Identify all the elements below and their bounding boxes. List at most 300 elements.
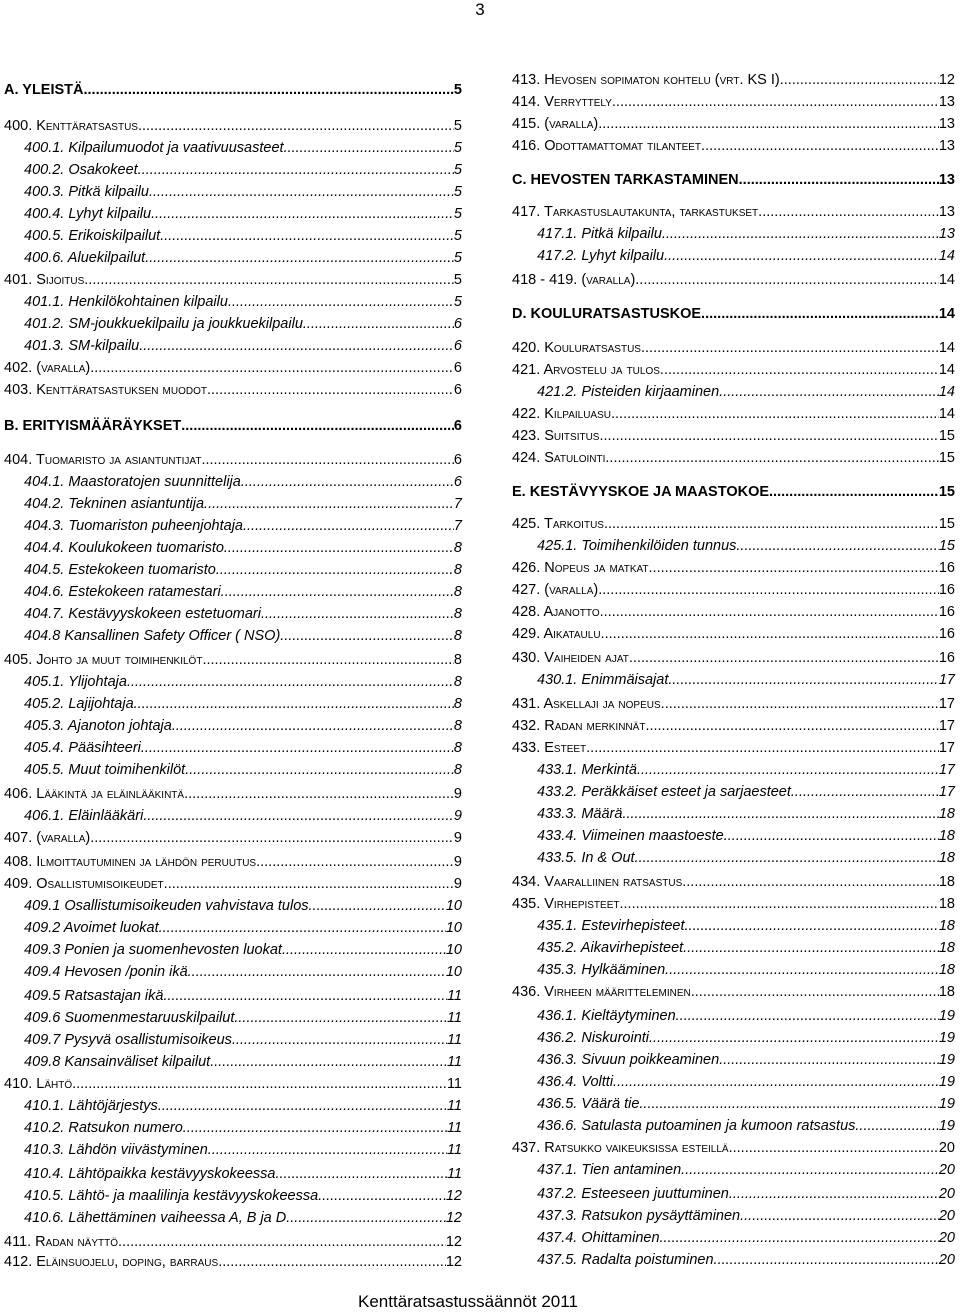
toc-entry[interactable]: [24, 806, 462, 826]
toc-dot-leader: [188, 962, 446, 982]
toc-dot-leader: [138, 160, 454, 180]
toc-entry-title: 404.2. Tekninen asiantuntija: [24, 496, 205, 512]
toc-entry[interactable]: [512, 404, 955, 424]
toc-entry-title: 417.1. Pitkä kilpailu: [537, 226, 662, 242]
toc-entry-page: 20: [938, 1252, 955, 1268]
toc-entry[interactable]: [24, 1186, 462, 1206]
toc-entry[interactable]: [512, 114, 955, 134]
toc-entry-title: 433.2. Peräkkäiset esteet ja sarjaesteet: [537, 784, 791, 800]
toc-entry[interactable]: [537, 1228, 955, 1248]
toc-entry-page: 10: [445, 942, 462, 958]
toc-entry[interactable]: [24, 672, 462, 692]
toc-entry[interactable]: [512, 426, 955, 446]
toc-entry-page: 15: [938, 516, 955, 532]
toc-entry[interactable]: [24, 204, 462, 224]
toc-entry-title: 433.4. Viimeinen maastoeste: [537, 828, 724, 844]
toc-entry[interactable]: [512, 648, 955, 668]
toc-entry-title: 421.2. Pisteiden kirjaaminen: [537, 384, 720, 400]
toc-entry[interactable]: [4, 270, 462, 290]
toc-entry[interactable]: [4, 416, 462, 436]
toc-entry[interactable]: [24, 582, 462, 602]
toc-dot-leader: [719, 382, 939, 402]
toc-entry[interactable]: [4, 80, 462, 100]
toc-entry-page: 17: [938, 784, 955, 800]
toc-dot-leader: [280, 626, 454, 646]
toc-entry[interactable]: [24, 226, 462, 246]
toc-entry[interactable]: [512, 448, 955, 468]
toc-entry[interactable]: [512, 270, 955, 290]
toc-entry[interactable]: [512, 1138, 955, 1158]
toc-dot-leader: [665, 960, 939, 980]
toc-dot-leader: [681, 1160, 939, 1180]
toc-entry-title: 437.2. Esteeseen juuttuminen: [537, 1186, 729, 1202]
toc-entry-page: 6: [453, 360, 462, 376]
toc-dot-leader: [72, 1074, 447, 1094]
toc-entry-title: 421. Arvostelu ja tulos: [512, 362, 660, 378]
toc-entry-title: 433. Esteet: [512, 740, 587, 756]
toc-entry-page: 8: [453, 562, 462, 578]
toc-entry[interactable]: [24, 918, 462, 938]
toc-entry[interactable]: [537, 1094, 955, 1114]
toc-entry[interactable]: [24, 138, 462, 158]
toc-dot-leader: [855, 1116, 938, 1136]
toc-entry-page: 8: [453, 718, 462, 734]
toc-entry-page: 8: [453, 628, 462, 644]
toc-entry-title: 409.4 Hevosen /ponin ikä: [24, 964, 188, 980]
toc-entry[interactable]: [24, 494, 462, 514]
toc-entry-title: 409.8 Kansainväliset kilpailut: [24, 1054, 211, 1070]
toc-entry-title: 405. Johto ja muut toimihenkilöt: [4, 652, 203, 668]
toc-dot-leader: [600, 602, 939, 622]
toc-entry-title: 436.3. Sivuun poikkeaminen: [537, 1052, 720, 1068]
toc-entry-title: C. HEVOSTEN TARKASTAMINEN: [512, 172, 739, 188]
toc-entry[interactable]: [24, 1140, 462, 1160]
toc-dot-leader: [202, 650, 453, 670]
toc-entry[interactable]: [537, 1250, 955, 1270]
toc-entry-page: 13: [938, 116, 955, 132]
toc-entry[interactable]: [4, 116, 462, 136]
toc-entry-page: 5: [453, 82, 462, 98]
toc-entry[interactable]: [512, 738, 955, 758]
toc-entry-page: 20: [938, 1186, 955, 1202]
toc-entry[interactable]: [512, 694, 955, 714]
toc-entry[interactable]: [24, 516, 462, 536]
toc-dot-leader: [207, 380, 454, 400]
toc-entry-page: 15: [938, 484, 955, 500]
toc-entry[interactable]: [24, 472, 462, 492]
toc-entry-title: 401.2. SM-joukkuekilpailu ja joukkuekilpailu: [24, 316, 303, 332]
toc-entry-page: 11: [446, 1032, 462, 1048]
toc-dot-leader: [224, 538, 454, 558]
toc-entry-page: 19: [938, 1074, 955, 1090]
toc-entry-title: 422. Kilpailuasu: [512, 406, 611, 422]
toc-entry[interactable]: [537, 1160, 955, 1180]
toc-dot-leader: [645, 716, 938, 736]
toc-entry[interactable]: [537, 536, 955, 556]
toc-dot-leader: [683, 938, 939, 958]
toc-entry-title: 408. Ilmoittautuminen ja lähdön peruutus: [4, 854, 257, 870]
toc-entry-page: 10: [445, 898, 462, 914]
toc-entry[interactable]: [537, 1116, 955, 1136]
toc-entry[interactable]: [24, 538, 462, 558]
toc-dot-leader: [228, 292, 454, 312]
toc-entry[interactable]: [24, 1164, 462, 1184]
toc-entry-title: 437.1. Tien antaminen: [537, 1162, 682, 1178]
toc-entry-page: 11: [446, 1120, 462, 1136]
toc-dot-leader: [143, 806, 454, 826]
toc-entry[interactable]: [537, 826, 955, 846]
toc-dot-leader: [629, 648, 939, 668]
toc-entry-page: 8: [453, 674, 462, 690]
toc-entry-title: 433.1. Merkintä: [537, 762, 637, 778]
toc-entry-page: 18: [938, 940, 955, 956]
toc-entry[interactable]: [24, 1118, 462, 1138]
toc-entry[interactable]: [512, 338, 955, 358]
toc-entry[interactable]: [512, 982, 955, 1002]
toc-entry-page: 18: [938, 806, 955, 822]
toc-dot-leader: [769, 482, 939, 502]
toc-entry[interactable]: [537, 670, 955, 690]
toc-entry-page: 19: [938, 1052, 955, 1068]
toc-entry[interactable]: [4, 1232, 462, 1252]
toc-entry[interactable]: [24, 1096, 462, 1116]
toc-entry-page: 5: [453, 162, 462, 178]
toc-entry-title: 435.3. Hylkääminen: [537, 962, 666, 978]
toc-entry-page: 20: [938, 1230, 955, 1246]
toc-dot-leader: [275, 1164, 446, 1184]
toc-dot-leader: [682, 872, 939, 892]
toc-dot-leader: [232, 1030, 447, 1050]
toc-dot-leader: [664, 246, 939, 266]
toc-entry-page: 11: [446, 1054, 462, 1070]
toc-dot-leader: [729, 1184, 939, 1204]
toc-dot-leader: [141, 738, 454, 758]
toc-entry[interactable]: [537, 960, 955, 980]
toc-dot-leader: [637, 760, 939, 780]
toc-entry[interactable]: [537, 246, 955, 266]
toc-entry-page: 13: [938, 226, 955, 242]
toc-entry[interactable]: [537, 1006, 955, 1026]
toc-entry[interactable]: [537, 848, 955, 868]
toc-entry-page: 19: [938, 1096, 955, 1112]
toc-entry[interactable]: [24, 1030, 462, 1050]
toc-dot-leader: [286, 1208, 446, 1228]
toc-entry[interactable]: [24, 248, 462, 268]
toc-entry[interactable]: [537, 1028, 955, 1048]
toc-dot-leader: [780, 70, 939, 90]
toc-entry-page: 7: [453, 496, 462, 512]
toc-entry-page: 16: [938, 650, 955, 666]
toc-entry[interactable]: [4, 852, 462, 872]
toc-entry[interactable]: [24, 1052, 462, 1072]
toc-entry-title: A. YLEISTÄ: [4, 82, 84, 98]
toc-entry[interactable]: [537, 760, 955, 780]
toc-dot-leader: [662, 224, 939, 244]
toc-entry[interactable]: [512, 170, 955, 190]
toc-entry[interactable]: [537, 1072, 955, 1092]
toc-entry-page: 15: [938, 450, 955, 466]
toc-entry[interactable]: [24, 760, 462, 780]
toc-entry-title: 400.2. Osakokeet: [24, 162, 138, 178]
toc-entry[interactable]: [24, 986, 462, 1006]
toc-dot-leader: [241, 472, 454, 492]
toc-entry-page: 5: [453, 184, 462, 200]
toc-entry[interactable]: [512, 360, 955, 380]
toc-entry-title: 410.5. Lähtö- ja maalilinja kestävyyskokeessa: [24, 1188, 319, 1204]
toc-entry[interactable]: [512, 136, 955, 156]
toc-entry[interactable]: [537, 382, 955, 402]
toc-dot-leader: [586, 738, 939, 758]
toc-entry[interactable]: [4, 828, 462, 848]
toc-entry[interactable]: [24, 738, 462, 758]
toc-entry-title: 413. Hevosen sopimaton kohtelu (vrt. KS I): [512, 72, 780, 88]
toc-entry-page: 6: [453, 418, 462, 434]
toc-entry-title: 410.3. Lähdön viivästyminen: [24, 1142, 208, 1158]
toc-dot-leader: [719, 1050, 939, 1070]
toc-entry-page: 17: [938, 762, 955, 778]
toc-dot-leader: [90, 828, 454, 848]
toc-entry-title: 403. Kenttäratsastuksen muodot: [4, 382, 207, 398]
toc-dot-leader: [84, 80, 454, 100]
toc-entry-title: 406. Lääkintä ja eläinlääkintä: [4, 786, 185, 802]
toc-entry[interactable]: [24, 940, 462, 960]
toc-entry[interactable]: [537, 1206, 955, 1226]
toc-entry-page: 18: [938, 896, 955, 912]
toc-dot-leader: [210, 1052, 447, 1072]
toc-entry[interactable]: [512, 624, 955, 644]
toc-entry-page: 16: [938, 560, 955, 576]
toc-entry[interactable]: [512, 558, 955, 578]
toc-entry[interactable]: [4, 358, 462, 378]
toc-entry-title: 404. Tuomaristo ja asiantuntijat: [4, 452, 202, 468]
toc-dot-leader: [660, 1228, 939, 1248]
toc-dot-leader: [639, 1094, 938, 1114]
toc-entry-title: 401. Sijoitus: [4, 272, 85, 288]
toc-entry-page: 8: [453, 652, 462, 668]
toc-entry-title: 436.4. Voltti: [537, 1074, 614, 1090]
toc-entry[interactable]: [24, 1008, 462, 1028]
toc-entry[interactable]: [4, 650, 462, 670]
toc-entry[interactable]: [512, 202, 955, 222]
toc-entry[interactable]: [4, 874, 462, 894]
toc-entry[interactable]: [537, 938, 955, 958]
toc-entry-page: 14: [938, 248, 955, 264]
toc-entry[interactable]: [4, 1252, 462, 1272]
toc-dot-leader: [303, 314, 454, 334]
toc-entry-page: 17: [938, 740, 955, 756]
toc-entry-page: 14: [938, 340, 955, 356]
toc-entry[interactable]: [537, 1184, 955, 1204]
toc-entry[interactable]: [4, 784, 462, 804]
toc-entry-title: 409.7 Pysyvä osallistumisoikeus: [24, 1032, 232, 1048]
toc-entry[interactable]: [512, 716, 955, 736]
toc-dot-leader: [791, 782, 939, 802]
toc-dot-leader: [160, 226, 454, 246]
toc-entry-title: 405.5. Muut toimihenkilöt: [24, 762, 186, 778]
toc-entry[interactable]: [512, 304, 955, 324]
toc-entry-page: 7: [453, 518, 462, 534]
toc-entry-title: 400.5. Erikoiskilpailut: [24, 228, 161, 244]
toc-dot-leader: [261, 604, 454, 624]
toc-entry-title: 423. Suitsitus: [512, 428, 600, 444]
toc-entry[interactable]: [4, 380, 462, 400]
toc-entry-title: 435. Virhepisteet: [512, 896, 620, 912]
toc-entry-page: 12: [938, 72, 955, 88]
toc-entry-page: 16: [938, 604, 955, 620]
toc-entry-title: 409. Osallistumisoikeudet: [4, 876, 164, 892]
toc-entry-title: 437.5. Radalta poistuminen: [537, 1252, 714, 1268]
toc-entry-title: 418 - 419. (varalla): [512, 272, 636, 288]
page-number: 3: [475, 0, 485, 19]
toc-entry[interactable]: [512, 872, 955, 892]
toc-dot-leader: [318, 1186, 446, 1206]
toc-entry-page: 17: [938, 696, 955, 712]
toc-entry[interactable]: [537, 782, 955, 802]
toc-entry-page: 9: [453, 830, 462, 846]
toc-entry-title: 436.5. Väärä tie: [537, 1096, 640, 1112]
toc-entry-page: 12: [445, 1254, 462, 1270]
toc-entry-title: 401.3. SM-kilpailu: [24, 338, 140, 354]
toc-entry[interactable]: [512, 482, 955, 502]
toc-entry-page: 12: [445, 1210, 462, 1226]
toc-entry[interactable]: [537, 224, 955, 244]
toc-entry-title: B. ERITYISMÄÄRÄYKSET: [4, 418, 182, 434]
toc-entry-title: 400.3. Pitkä kilpailu: [24, 184, 149, 200]
toc-dot-leader: [635, 848, 939, 868]
toc-dot-leader: [649, 1028, 939, 1048]
toc-entry[interactable]: [512, 92, 955, 112]
toc-entry[interactable]: [24, 292, 462, 312]
toc-entry-title: 404.1. Maastoratojen suunnittelija: [24, 474, 241, 490]
toc-entry-page: 11: [446, 1010, 462, 1026]
toc-entry-page: 8: [453, 606, 462, 622]
toc-entry-page: 14: [938, 384, 955, 400]
toc-dot-leader: [598, 114, 939, 134]
toc-entry-page: 5: [453, 140, 462, 156]
toc-entry-title: 405.4. Pääsihteeri: [24, 740, 141, 756]
toc-entry-title: 436.6. Satulasta putoaminen ja kumoon ratsastus: [537, 1118, 856, 1134]
toc-dot-leader: [612, 92, 939, 112]
toc-dot-leader: [139, 336, 454, 356]
toc-entry[interactable]: [24, 560, 462, 580]
toc-entry-page: 18: [938, 984, 955, 1000]
toc-entry-page: 19: [938, 1030, 955, 1046]
toc-entry[interactable]: [512, 602, 955, 622]
toc-entry[interactable]: [537, 804, 955, 824]
toc-entry-title: 420. Kouluratsastus: [512, 340, 641, 356]
toc-entry-page: 13: [938, 204, 955, 220]
toc-entry-title: 425.1. Toimihenkilöiden tunnus: [537, 538, 737, 554]
toc-entry-title: 417. Tarkastuslautakunta, tarkastukset: [512, 204, 759, 220]
toc-entry[interactable]: [24, 604, 462, 624]
toc-entry[interactable]: [24, 182, 462, 202]
toc-entry-title: 404.7. Kestävyyskokeen estetuomari: [24, 606, 261, 622]
toc-entry[interactable]: [537, 1050, 955, 1070]
toc-dot-leader: [714, 1250, 939, 1270]
toc-entry[interactable]: [24, 716, 462, 736]
toc-entry-page: 18: [938, 828, 955, 844]
toc-dot-leader: [599, 426, 938, 446]
toc-entry-title: 409.2 Avoimet luokat: [24, 920, 159, 936]
toc-entry[interactable]: [24, 694, 462, 714]
toc-entry-page: 8: [453, 696, 462, 712]
toc-entry-title: 404.4. Koulukokeen tuomaristo: [24, 540, 224, 556]
toc-dot-leader: [183, 1118, 447, 1138]
toc-dot-leader: [84, 270, 454, 290]
toc-entry[interactable]: [512, 70, 955, 90]
toc-entry[interactable]: [4, 450, 462, 470]
toc-entry-page: 9: [453, 808, 462, 824]
toc-entry-title: 425. Tarkoitus: [512, 516, 604, 532]
toc-entry-title: 410. Lähtö: [4, 1076, 73, 1092]
toc-entry-page: 11: [446, 1098, 462, 1114]
footer-title: Kenttäratsastussäännöt 2011: [358, 1292, 578, 1311]
toc-entry-title: 400.1. Kilpailumuodot ja vaativuusasteet: [24, 140, 284, 156]
toc-entry[interactable]: [24, 1208, 462, 1228]
toc-entry-page: 5: [453, 228, 462, 244]
toc-entry-title: 411. Radan näyttö: [4, 1234, 119, 1250]
toc-dot-leader: [740, 1206, 939, 1226]
toc-entry[interactable]: [4, 1074, 462, 1094]
toc-dot-leader: [184, 784, 454, 804]
toc-entry-title: 409.1 Osallistumisoikeuden vahvistava tulos: [24, 898, 309, 914]
toc-entry-page: 6: [453, 316, 462, 332]
toc-entry[interactable]: [24, 962, 462, 982]
toc-entry-page: 16: [938, 582, 955, 598]
toc-entry-title: 430. Vaiheiden ajat: [512, 650, 629, 666]
toc-entry[interactable]: [24, 336, 462, 356]
toc-entry-title: 415. (varalla): [512, 116, 599, 132]
toc-dot-leader: [282, 940, 446, 960]
toc-entry[interactable]: [24, 896, 462, 916]
toc-entry-title: 426. Nopeus ja matkat: [512, 560, 649, 576]
toc-entry-title: 404.8 Kansallinen Safety Officer ( NSO): [24, 628, 281, 644]
toc-dot-leader: [159, 918, 446, 938]
toc-entry[interactable]: [24, 314, 462, 334]
toc-dot-leader: [181, 416, 454, 436]
toc-entry-title: 433.5. In & Out: [537, 850, 635, 866]
toc-entry[interactable]: [512, 894, 955, 914]
toc-entry-page: 10: [445, 964, 462, 980]
toc-dot-leader: [204, 494, 454, 514]
toc-entry-title: 437. Ratsukko vaikeuksissa esteillä: [512, 1140, 729, 1156]
toc-entry-page: 11: [446, 1076, 462, 1092]
toc-entry-page: 6: [453, 474, 462, 490]
toc-dot-leader: [90, 358, 454, 378]
toc-entry[interactable]: [512, 514, 955, 534]
toc-entry[interactable]: [512, 580, 955, 600]
toc-entry-page: 5: [453, 206, 462, 222]
toc-entry-title: 430.1. Enimmäisajat: [537, 672, 669, 688]
toc-dot-leader: [284, 138, 454, 158]
toc-dot-leader: [127, 672, 454, 692]
toc-entry-title: 437.4. Ohittaminen: [537, 1230, 660, 1246]
toc-entry-page: 8: [453, 540, 462, 556]
toc-entry-title: 407. (varalla): [4, 830, 91, 846]
toc-entry-page: 14: [938, 362, 955, 378]
toc-entry[interactable]: [24, 160, 462, 180]
toc-dot-leader: [641, 338, 939, 358]
toc-dot-leader: [635, 270, 939, 290]
toc-dot-leader: [172, 716, 454, 736]
toc-entry-title: 404.5. Estekokeen tuomaristo: [24, 562, 216, 578]
toc-entry-title: 437.3. Ratsukon pysäyttäminen: [537, 1208, 741, 1224]
toc-entry-page: 14: [938, 306, 955, 322]
toc-dot-leader: [164, 874, 454, 894]
toc-entry[interactable]: [537, 916, 955, 936]
toc-entry[interactable]: [24, 626, 462, 646]
toc-entry-page: 17: [938, 718, 955, 734]
